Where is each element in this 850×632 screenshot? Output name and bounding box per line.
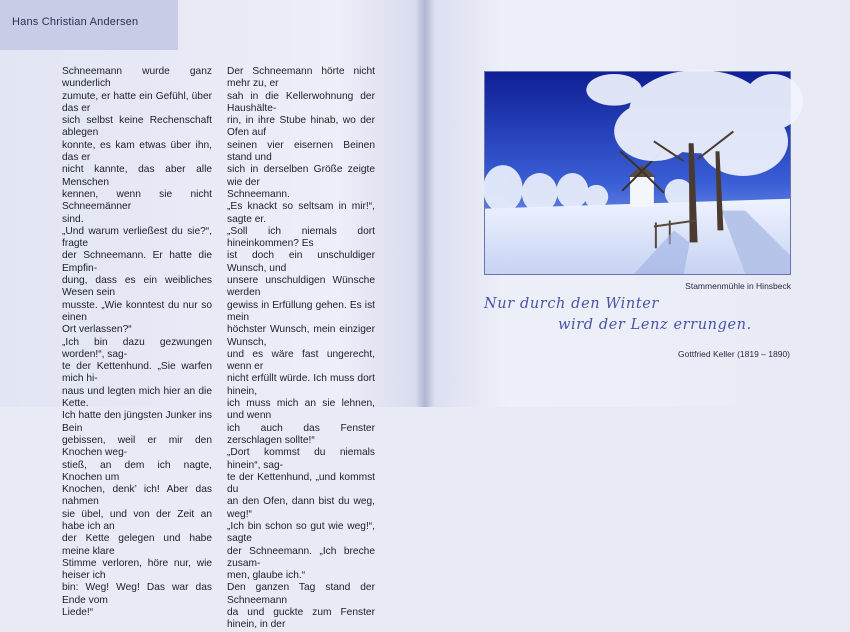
paragraph: „Und warum verließest du sie?“, fragte der Schneemann. Er hatte die Empfin- dung, dass es ein weibliches Wesen sein musste. „Wie konntest du nur so einen Ort verlassen?“	[62, 225, 212, 336]
author-header: Hans Christian Andersen	[12, 16, 139, 28]
paragraph: Der Schneemann hörte nicht mehr zu, er sah in die Kellerwohnung der Haushälte- rin, in ihre Stube hinab, wo der Ofen auf seinen vier eisernen Beinen stand und sich in derselben Größe zeigte wie der Schneemann.	[227, 66, 375, 200]
photo-caption: Stammenmühle in Hinsbeck	[685, 281, 791, 291]
paragraph: „Dort kommst du niemals hinein“, sag- te der Kettenhund, „und kommst du an den Ofen, dann bist du weg, weg!“ „Ich bin schon so gut wie weg!“, sagte der Schneemann. „Ich breche zusam- men, glaube ich.“	[227, 447, 375, 582]
text-column-1	[62, 66, 212, 619]
text-column-2	[227, 66, 375, 632]
paragraph: Den ganzen Tag stand der Schneemann da und guckte zum Fenster hinein, in der	[227, 582, 375, 631]
quote-attribution: Gottfried Keller (1819 – 1890)	[678, 349, 790, 359]
quote-line-1: Nur durch den Winter	[484, 296, 659, 312]
winter-windmill-photo	[484, 71, 791, 275]
photo-illustration	[485, 72, 790, 274]
quote-line-2: wird der Lenz errungen.	[558, 317, 752, 333]
paragraph: „Es knackt so seltsam in mir!“, sagte er. „Soll ich niemals dort hineinkommen? Es ist doch ein unschuldiger Wunsch, und unsere unschuldigen Wünsche werden gewiss in Erfüllung gehen. Es ist mein höchster Wunsch, mein einziger Wunsch, und es wäre fast ungerecht, wenn er nicht erfüllt würde. Ich muss dort hinein, ich muss mich an sie lehnen, und wenn ich auch das Fenster zerschlagen sollte!“	[227, 201, 375, 446]
paragraph: „Ich bin dazu gezwungen worden!“, sag- te der Kettenhund. „Sie warfen mich hi- naus und legten mich hier an die Kette. Ich hatte den jüngsten Junker ins Bein gebissen, weil er mir den Knochen weg- stieß, an dem ich nagte, Knochen um Knochen, denk’ ich! Aber das nahmen sie übel, und von der Zeit an habe ich an der Kette gelegen und habe meine klare Stimme verloren, höre nur, wie heiser ich bin: Weg! Weg! Das war das Ende vom Liede!“	[62, 336, 212, 619]
book-fold	[415, 0, 435, 407]
header-tab	[0, 0, 178, 50]
paragraph: Schneemann wurde ganz wunderlich zumute, er hatte ein Gefühl, über das er sich selbst keine Rechenschaft ablegen konnte, es kam etwas über ihn, das er nicht kannte, das aber alle Menschen kennen, wenn sie nicht Schneemänner sind.	[62, 66, 212, 225]
